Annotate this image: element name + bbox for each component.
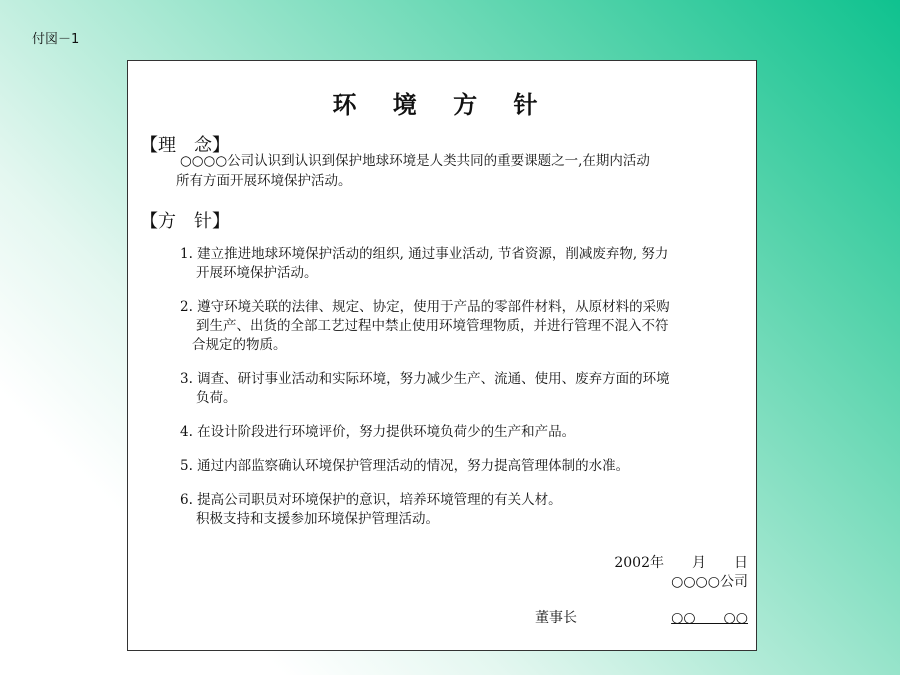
policy-item-line: 积极支持和支援参加环境保护管理活动。 [196,511,439,527]
policy-item [180,423,730,442]
policy-item [180,457,730,476]
philosophy-heading: 【理 念】 [140,135,230,156]
policy-item-line: 5. 通过内部监察确认环境保护管理活动的情况，努力提高管理体制的水准。 [180,458,630,474]
document-title: 环 境 方 针 [332,90,552,119]
policy-item-line: 1. 建立推进地球环境保护活动的组织, 通过事业活动, 节省资源，削减废弃物, 努力 [180,246,669,262]
chairman-label: 董事长 [535,610,577,626]
policy-item-line: 3. 调查、研讨事业活动和实际环境，努力减少生产、流通、使用、废弃方面的环境 [180,371,670,387]
document-date: 2002年 月 日 [614,555,748,571]
policy-item [180,245,730,283]
philosophy-line-2: 所有方面开展环境保护活动。 [176,173,352,189]
policy-item-line: 4. 在设计阶段进行环境评价，努力提供环境负荷少的生产和产品。 [180,424,576,440]
chairman-name: ○○ ○○ [671,610,748,626]
policy-list [180,245,730,544]
policy-item-line: 6. 提高公司职员对环境保护的意识，培养环境管理的有关人材。 [180,492,562,508]
philosophy-text [176,151,720,191]
policy-item [180,298,730,355]
attachment-label: 付図－1 [32,32,80,47]
policy-item-line: 合规定的物质。 [192,337,287,353]
policy-item [180,491,730,529]
policy-item-line: 开展环境保护活动。 [196,265,318,281]
policy-heading: 【方 针】 [140,211,230,232]
company-name: ○○○○公司 [671,574,748,590]
policy-item-line: 2. 遵守环境关联的法律、规定、协定，使用于产品的零部件材料，从原材料的采购 [180,299,670,315]
policy-item-line: 到生产、出货的全部工艺过程中禁止使用环境管理物质，并进行管理不混入不符 [196,318,669,334]
policy-item [180,370,730,408]
policy-document [127,60,757,651]
policy-item-line: 负荷。 [196,390,237,406]
philosophy-line-1: ○○○○公司认识到认识到保护地球环境是人类共同的重要课题之一,在期内活动 [180,153,650,169]
